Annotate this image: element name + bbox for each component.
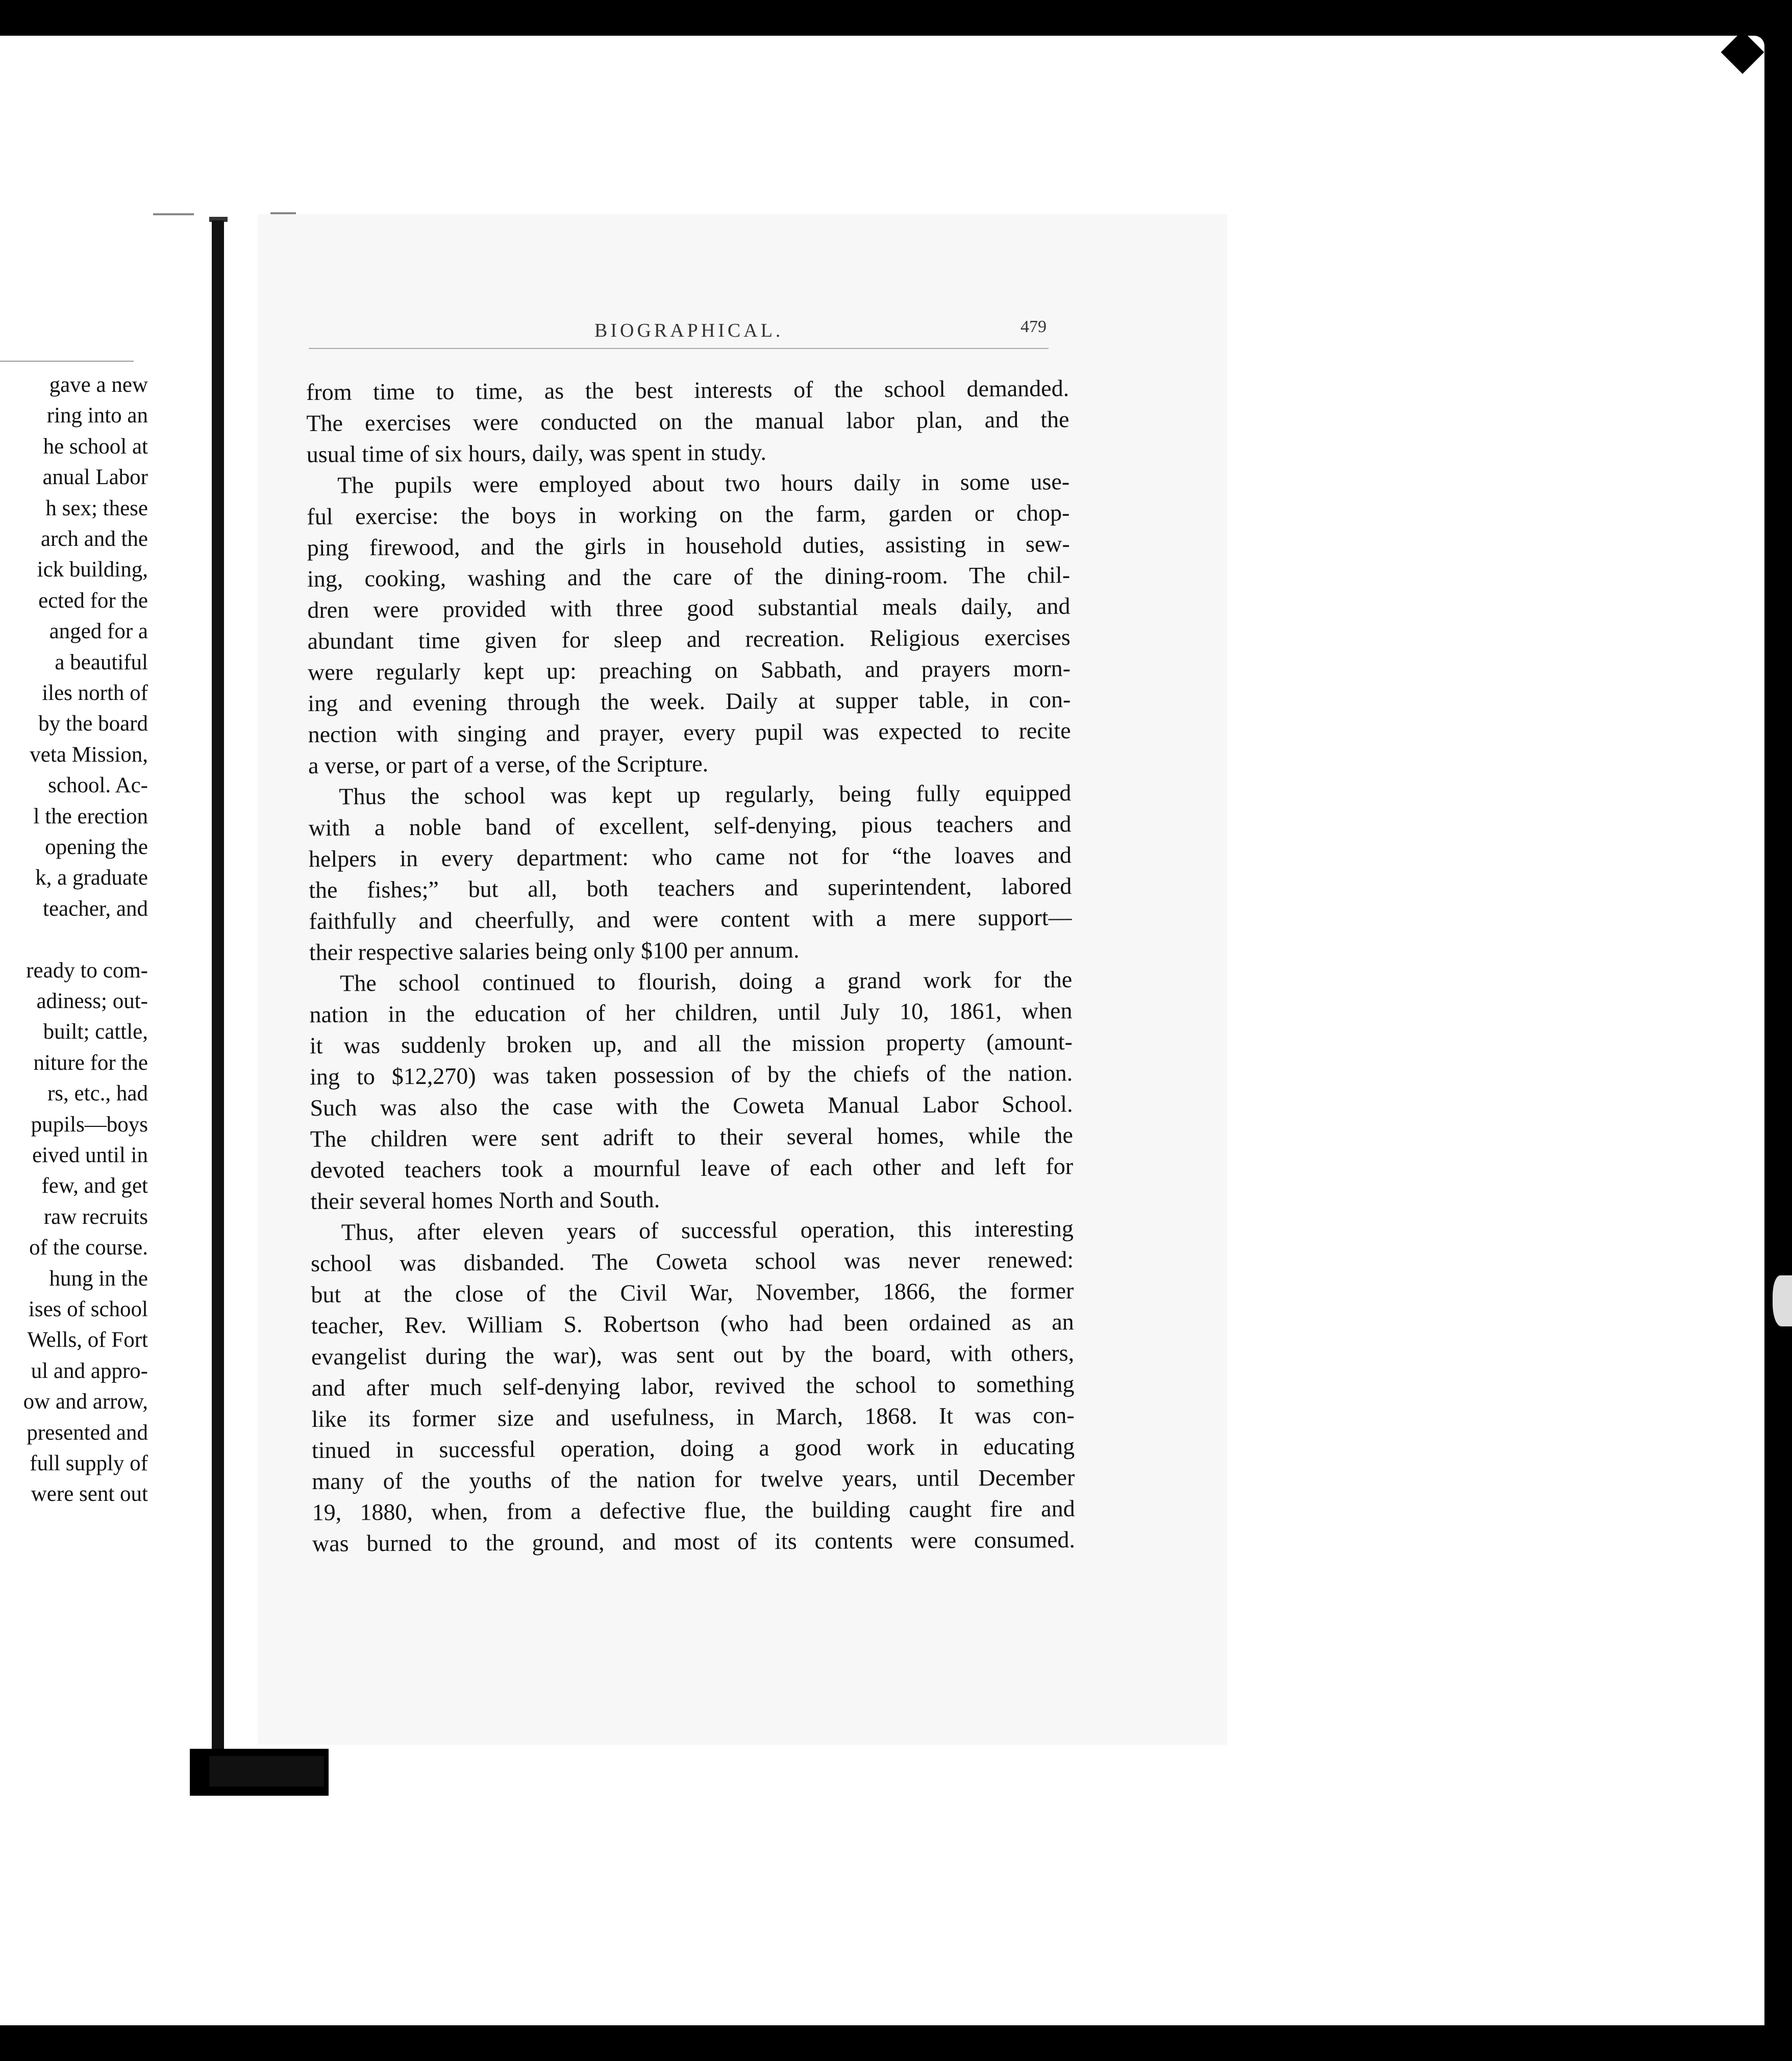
body-line: The exercises were conducted on the manual labor plan, and the bbox=[306, 406, 1069, 436]
left-page-line: arch and the bbox=[40, 527, 148, 551]
body-line: evangelist during the war), was sent out by the board, with others, bbox=[311, 1340, 1075, 1370]
left-page-line: opening the bbox=[45, 835, 148, 859]
left-page-line: niture for the bbox=[33, 1050, 148, 1075]
left-page-line: full supply of bbox=[30, 1451, 148, 1475]
left-page-line: few, and get bbox=[41, 1174, 148, 1198]
left-page-line: school. Ac- bbox=[48, 773, 148, 798]
left-page-line: ow and arrow, bbox=[23, 1390, 148, 1414]
body-line: like its former size and usefulness, in March, 1868. It was con- bbox=[311, 1402, 1075, 1432]
left-page-line: l the erection bbox=[33, 804, 148, 828]
left-page-line: of the course. bbox=[29, 1236, 148, 1260]
body-line: a verse, or part of a verse, of the Scripture. bbox=[308, 750, 709, 778]
left-page-line: gave a new bbox=[49, 373, 148, 397]
left-page-line: ready to com- bbox=[26, 958, 148, 983]
left-page-line: he school at bbox=[43, 434, 148, 459]
body-line: nection with singing and prayer, every pupil was expected to recite bbox=[308, 717, 1071, 747]
left-page-line: were sent out bbox=[31, 1482, 148, 1506]
body-line: ping firewood, and the girls in household duties, assisting in sew- bbox=[307, 531, 1070, 561]
body-line: school was disbanded. The Coweta school was never renewed: bbox=[310, 1246, 1074, 1276]
left-page-line: ring into an bbox=[46, 404, 148, 428]
binding-gutter-bar bbox=[212, 220, 224, 1771]
left-page-line: raw recruits bbox=[43, 1204, 148, 1229]
body-line: with a noble band of excellent, self-denying, pious teachers and bbox=[308, 811, 1072, 841]
body-line: usual time of six hours, daily, was spent in study. bbox=[306, 439, 767, 467]
running-head: BIOGRAPHICAL. bbox=[594, 320, 784, 341]
left-page-line: presented and bbox=[27, 1420, 148, 1445]
body-line: tinued in successful operation, doing a good work in educating bbox=[311, 1433, 1075, 1463]
body-line: dren were provided with three good substantial meals daily, and bbox=[307, 593, 1071, 623]
body-line: abundant time given for sleep and recreation. Religious exercises bbox=[307, 624, 1071, 654]
body-text bbox=[306, 372, 1075, 1559]
binding-dash bbox=[153, 213, 194, 215]
left-page-line: ick building, bbox=[37, 558, 148, 582]
body-line: ing to $12,270) was taken possession of by the chiefs of the nation. bbox=[310, 1060, 1073, 1090]
left-page-line: pupils—boys bbox=[31, 1112, 148, 1137]
left-page-line: ul and appro- bbox=[31, 1359, 148, 1383]
left-page-line: teacher, and bbox=[43, 896, 148, 921]
left-page-line: adiness; out- bbox=[36, 989, 148, 1013]
body-line: The school continued to flourish, doing a grand work for the bbox=[340, 966, 1073, 996]
left-page-line: rs, etc., had bbox=[47, 1082, 148, 1106]
body-line: ful exercise: the boys in working on the farm, garden or chop- bbox=[307, 499, 1070, 530]
body-line: the fishes;” but all, both teachers and superintendent, labored bbox=[309, 873, 1072, 903]
left-page-line: hung in the bbox=[49, 1266, 148, 1291]
body-line: many of the youths of the nation for twelve years, until December bbox=[312, 1464, 1075, 1494]
body-line: but at the close of the Civil War, November, 1866, the former bbox=[311, 1277, 1074, 1308]
body-line: teacher, Rev. William S. Robertson (who had been ordained as an bbox=[311, 1309, 1074, 1339]
body-line: Thus the school was kept up regularly, being fully equipped bbox=[339, 780, 1072, 810]
body-line: ing and evening through the week. Daily at supper table, in con- bbox=[308, 686, 1071, 716]
left-page-line: by the board bbox=[38, 712, 148, 736]
left-page-line: built; cattle, bbox=[43, 1020, 148, 1044]
body-line: ing, cooking, washing and the care of the dining-room. The chil- bbox=[307, 562, 1071, 592]
body-line: and after much self-denying labor, revived the school to something bbox=[311, 1371, 1075, 1401]
left-page-line: a beautiful bbox=[55, 650, 148, 674]
body-line: devoted teachers took a mournful leave of each other and left for bbox=[310, 1153, 1074, 1183]
left-page-line: k, a graduate bbox=[35, 866, 148, 890]
binding-foot-inner bbox=[209, 1756, 324, 1787]
left-page-line: h sex; these bbox=[45, 496, 148, 520]
left-page-fragment bbox=[0, 347, 148, 1571]
left-page-line: Wells, of Fort bbox=[27, 1328, 148, 1352]
left-page-line: anged for a bbox=[49, 619, 148, 644]
body-line: Thus, after eleven years of successful operation, this interesting bbox=[341, 1215, 1074, 1245]
body-line: faithfully and cheerfully, and were content with a mere support— bbox=[309, 904, 1072, 934]
header-rule bbox=[309, 348, 1049, 349]
page-number: 479 bbox=[1021, 317, 1047, 336]
body-line: from time to time, as the best interests of the school demanded. bbox=[306, 375, 1069, 405]
body-line: 19, 1880, when, from a defective flue, the building caught fire and bbox=[312, 1495, 1075, 1525]
body-line: their respective salaries being only $100 per annum. bbox=[309, 936, 800, 965]
body-line: were regularly kept up: preaching on Sabbath, and prayers morn- bbox=[307, 655, 1071, 685]
left-page-line: iles north of bbox=[42, 681, 148, 705]
body-line: The children were sent adrift to their several homes, while the bbox=[310, 1122, 1073, 1152]
left-page-line: eived until in bbox=[32, 1143, 148, 1167]
body-line: was burned to the ground, and most of its contents were consumed. bbox=[312, 1526, 1076, 1556]
left-page-line: ises of school bbox=[28, 1297, 148, 1321]
body-line: The pupils were employed about two hours daily in some use- bbox=[337, 468, 1070, 498]
binding-dash bbox=[270, 212, 296, 214]
body-line: nation in the education of her children, until July 10, 1861, when bbox=[309, 997, 1073, 1027]
left-page-line: ected for the bbox=[38, 588, 148, 613]
left-page-line: veta Mission, bbox=[30, 742, 148, 767]
body-line: it was suddenly broken up, and all the mission property (amount- bbox=[309, 1028, 1073, 1059]
body-line: their several homes North and South. bbox=[310, 1186, 660, 1214]
left-page-line: anual Labor bbox=[42, 465, 148, 490]
body-line: Such was also the case with the Coweta Manual Labor School. bbox=[310, 1091, 1073, 1121]
edge-smudge bbox=[1773, 1275, 1792, 1326]
body-line: helpers in every department: who came not for “the loaves and bbox=[308, 842, 1072, 872]
